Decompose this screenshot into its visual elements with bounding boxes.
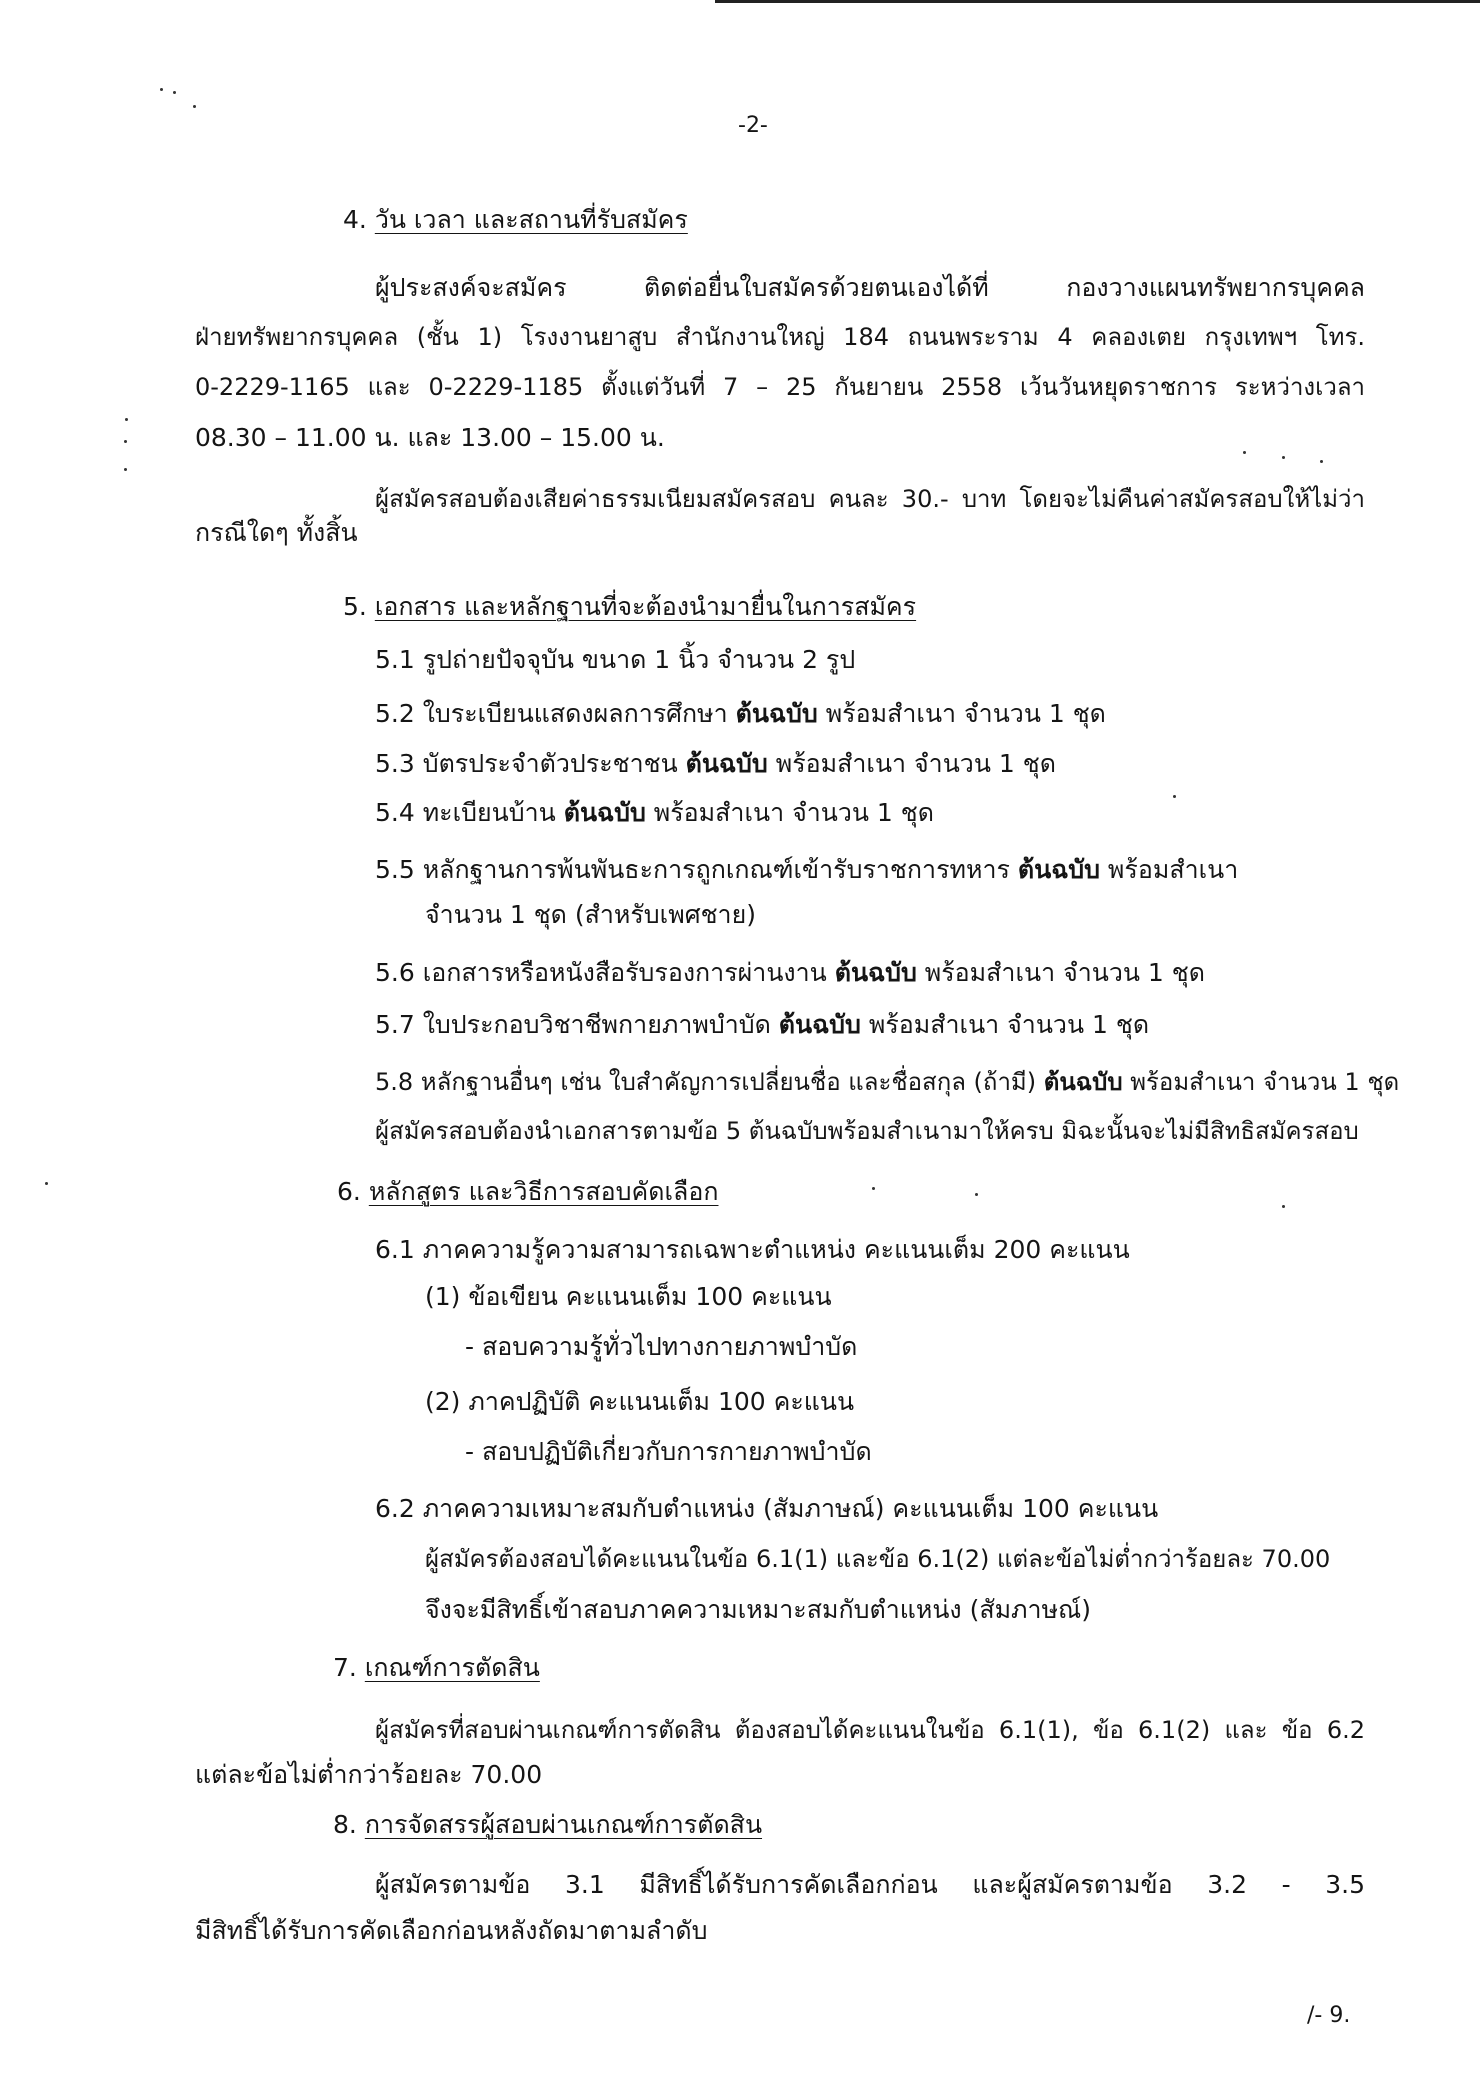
list-item: (2) ภาคปฏิบัติ คะแนนเต็ม 100 คะแนน [425,1387,855,1416]
scan-speck [1320,460,1323,463]
paragraph-line: 0-2229-1165 และ 0-2229-1185 ตั้งแต่วันที่ 7 – 25 กันยายน 2558 เว้นวันหยุดราชการ ระหว่างเวลา [195,373,1365,401]
list-item [375,958,1205,988]
paragraph-line: ผู้ประสงค์จะสมัคร ติดต่อยื่นใบสมัครด้วยตนเองได้ที่ กองวางแผนทรัพยากรบุคคล [375,273,1365,302]
section-number: 5. [343,592,367,621]
paragraph-line: ผู้สมัครตามข้อ 3.1 มีสิทธิ์ได้รับการคัดเลือกก่อน และผู้สมัครตามข้อ 3.2 - 3.5 [375,1870,1365,1899]
item-text: พร้อมสำเนา จำนวน 1 ชุด [860,1010,1150,1039]
list-item [375,1068,1399,1097]
paragraph-line: มีสิทธิ์ได้รับการคัดเลือกก่อนหลังถัดมาตามลำดับ [195,1916,708,1945]
paragraph-line: จึงจะมีสิทธิ์เข้าสอบภาคความเหมาะสมกับตำแหน่ง (สัมภาษณ์) [425,1595,1092,1624]
item-text: 5.7 ใบประกอบวิชาชีพกายภาพบำบัด [375,1010,779,1039]
scan-speck [124,440,127,443]
paragraph-line: กรณีใดๆ ทั้งสิ้น [195,518,358,547]
list-item-detail: - สอบปฏิบัติเกี่ยวกับการกายภาพบำบัด [465,1437,872,1466]
item-text: 5.2 ใบระเบียนแสดงผลการศึกษา [375,699,736,728]
scan-speck [1243,451,1246,454]
item-text: พร้อมสำเนา จำนวน 1 ชุด [767,749,1056,778]
scan-speck [1282,1205,1285,1208]
item-text: พร้อมสำเนา จำนวน 1 ชุด [1122,1068,1400,1096]
section-title: เกณฑ์การตัดสิน [364,1653,540,1682]
item-text: พร้อมสำเนา [1099,855,1239,884]
item-text: 5.6 เอกสารหรือหนังสือรับรองการผ่านงาน [375,958,835,987]
item-text: พร้อมสำเนา จำนวน 1 ชุด [916,958,1205,987]
item-text: 5.5 หลักฐานการพ้นพันธะการถูกเกณฑ์เข้ารับราชการทหาร [375,855,1018,884]
scan-speck [160,88,163,91]
section-number: 6. [337,1177,361,1206]
scan-speck [125,418,128,421]
list-item [375,699,1106,729]
item-text: พร้อมสำเนา จำนวน 1 ชุด [645,798,934,827]
list-item [375,749,1056,779]
subsection-heading: 6.2 ภาคความเหมาะสมกับตำแหน่ง (สัมภาษณ์) คะแนนเต็ม 100 คะแนน [375,1494,1159,1523]
section-number: 4. [343,205,367,234]
original-label: ต้นฉบับ [778,1010,861,1039]
original-label: ต้นฉบับ [1043,1068,1123,1096]
scan-speck [193,105,196,108]
list-item-continuation: จำนวน 1 ชุด (สำหรับเพศชาย) [425,900,756,929]
section-title: การจัดสรรผู้สอบผ่านเกณฑ์การตัดสิน [364,1810,763,1839]
item-text: 5.3 บัตรประจำตัวประชาชน [375,749,686,778]
paragraph-line: แต่ละข้อไม่ต่ำกว่าร้อยละ 70.00 [195,1760,543,1789]
paragraph-line: ผู้สมัครสอบต้องเสียค่าธรรมเนียมสมัครสอบ คนละ 30.- บาท โดยจะไม่คืนค่าสมัครสอบให้ไม่ว่า [375,485,1365,513]
list-item [375,855,1238,885]
section-title: เอกสาร และหลักฐานที่จะต้องนำมายื่นในการสมัคร [374,592,917,621]
original-label: ต้นฉบับ [735,699,818,728]
item-text: 5.4 ทะเบียนบ้าน [375,798,564,827]
original-label: ต้นฉบับ [1017,855,1100,884]
section-7-heading [333,1653,540,1683]
paragraph-line: ฝ่ายทรัพยากรบุคคล (ชั้น 1) โรงงานยาสูบ สำนักงานใหญ่ 184 ถนนพระราม 4 คลองเตย กรุงเทพฯ โทร. [195,323,1365,351]
paragraph-line: ผู้สมัครต้องสอบได้คะแนนในข้อ 6.1(1) และข้อ 6.1(2) แต่ละข้อไม่ต่ำกว่าร้อยละ 70.00 [425,1545,1331,1573]
section-8-heading [333,1810,762,1840]
item-text: พร้อมสำเนา จำนวน 1 ชุด [817,699,1106,728]
section-title: วัน เวลา และสถานที่รับสมัคร [374,205,688,234]
section-5-heading [343,592,916,622]
section-4-heading [343,205,688,235]
list-item: 5.1 รูปถ่ายปัจจุบัน ขนาด 1 นิ้ว จำนวน 2 รูป [375,645,856,674]
scan-speck [124,468,127,471]
list-item: (1) ข้อเขียน คะแนนเต็ม 100 คะแนน [425,1282,832,1311]
original-label: ต้นฉบับ [685,749,768,778]
scan-speck [173,91,176,94]
paragraph-line: 08.30 – 11.00 น. และ 13.00 – 15.00 น. [195,423,665,452]
scan-speck [1173,795,1176,798]
paragraph-line: ผู้สมัครที่สอบผ่านเกณฑ์การตัดสิน ต้องสอบได้คะแนนในข้อ 6.1(1), ข้อ 6.1(2) และ ข้อ 6.2 [375,1716,1365,1744]
scan-speck [975,1193,978,1196]
section-number: 8. [333,1810,357,1839]
list-item [375,798,934,828]
top-border-line [715,0,1480,3]
section-note: ผู้สมัครสอบต้องนำเอกสารตามข้อ 5 ต้นฉบับพร้อมสำเนามาให้ครบ มิฉะนั้นจะไม่มีสิทธิสมัครสอบ [375,1117,1359,1145]
item-text: 5.8 หลักฐานอื่นๆ เช่น ใบสำคัญการเปลี่ยนชื่อ และชื่อสกุล (ถ้ามี) [375,1068,1044,1096]
subsection-heading: 6.1 ภาคความรู้ความสามารถเฉพาะตำแหน่ง คะแนนเต็ม 200 คะแนน [375,1235,1130,1264]
scan-speck [45,1182,48,1185]
list-item [375,1010,1149,1040]
original-label: ต้นฉบับ [563,798,646,827]
list-item-detail: - สอบความรู้ทั่วไปทางกายภาพบำบัด [465,1332,858,1361]
next-page-marker: /- 9. [1307,2003,1351,2028]
section-number: 7. [333,1653,357,1682]
original-label: ต้นฉบับ [834,958,917,987]
scan-speck [872,1187,875,1190]
section-title: หลักสูตร และวิธีการสอบคัดเลือก [368,1177,719,1206]
section-6-heading [337,1177,719,1207]
page-number: -2- [738,113,768,138]
scan-speck [1282,456,1285,459]
